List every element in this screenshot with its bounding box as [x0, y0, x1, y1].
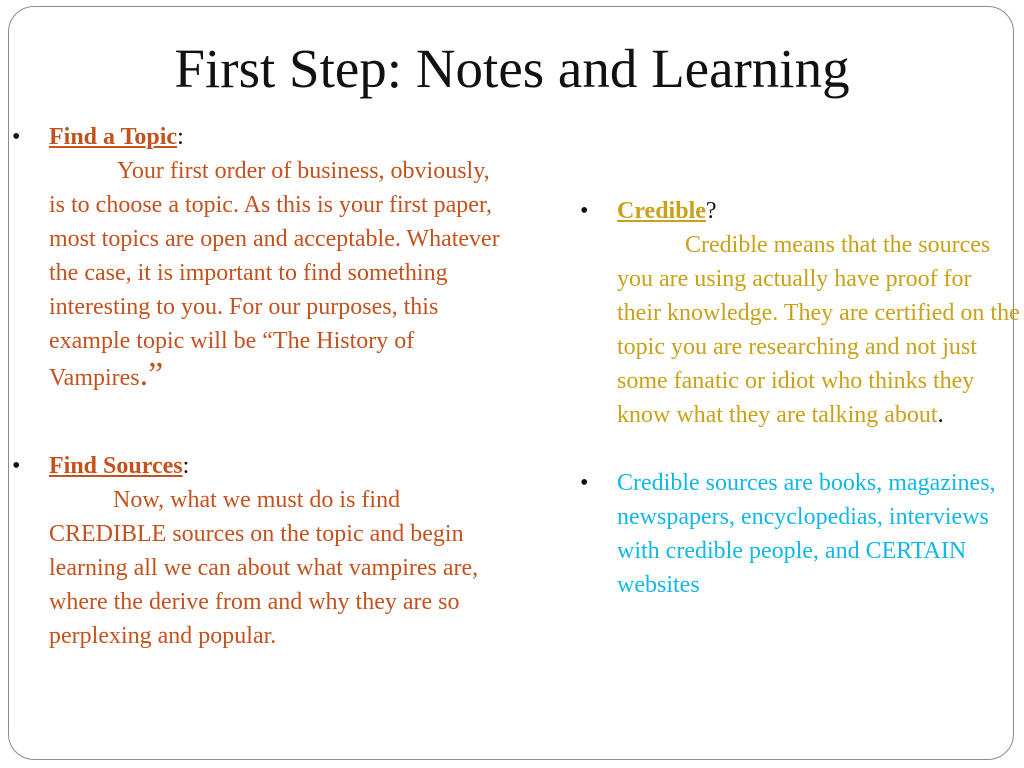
- find-sources-heading-line: [49, 449, 502, 483]
- find-topic-heading-line: [49, 120, 502, 154]
- left-column: [12, 120, 502, 653]
- credible-body: [617, 228, 1020, 432]
- bullet-icon: •: [12, 124, 21, 150]
- find-sources-heading: Find Sources: [49, 453, 183, 479]
- bullet-credible: [580, 194, 1020, 432]
- bullet-find-topic: [12, 120, 502, 395]
- find-topic-heading: Find a Topic: [49, 124, 178, 150]
- credible-heading: Credible: [617, 198, 706, 224]
- bullet-find-sources: [12, 449, 502, 653]
- find-sources-body: Now, what we must do is find CREDIBLE sources on the topic and begin learning all we can about what vampires are, where the derive from and why they are so perplexing and popular.: [49, 487, 479, 649]
- find-sources-colon: :: [182, 453, 190, 479]
- credible-question-mark: ?: [705, 198, 717, 224]
- credible-sources-text: Credible sources are books, magazines, newspapers, encyclopedias, interviews with credible people, and CERTAIN websites: [617, 470, 996, 598]
- find-topic-body: [49, 154, 502, 395]
- slide-title: First Step: Notes and Learning: [174, 38, 850, 99]
- find-topic-colon: :: [177, 124, 184, 150]
- credible-body-text: Credible means that the sources you are using actually have proof for their knowledge. They are certified on the topic you are researching and not just some fanatic or idiot who thinks they know what they are talking about: [617, 232, 1020, 428]
- bullet-icon: •: [12, 453, 21, 479]
- bullet-icon: •: [580, 470, 589, 496]
- credible-body-end: .: [937, 402, 944, 428]
- bullet-credible-sources: [580, 466, 1020, 602]
- credible-heading-line: [617, 194, 1020, 228]
- find-topic-body-text: Your first order of business, obviously, is to choose a topic. As this is your first paper, most topics are open and acceptable. Whatever the case, it is important to find something interesting to you. For our purposes, this example topic will be “The History of Vampires: [49, 158, 500, 391]
- right-column: [580, 194, 1020, 602]
- find-topic-body-end: .”: [139, 356, 164, 393]
- bullet-icon: •: [580, 198, 589, 224]
